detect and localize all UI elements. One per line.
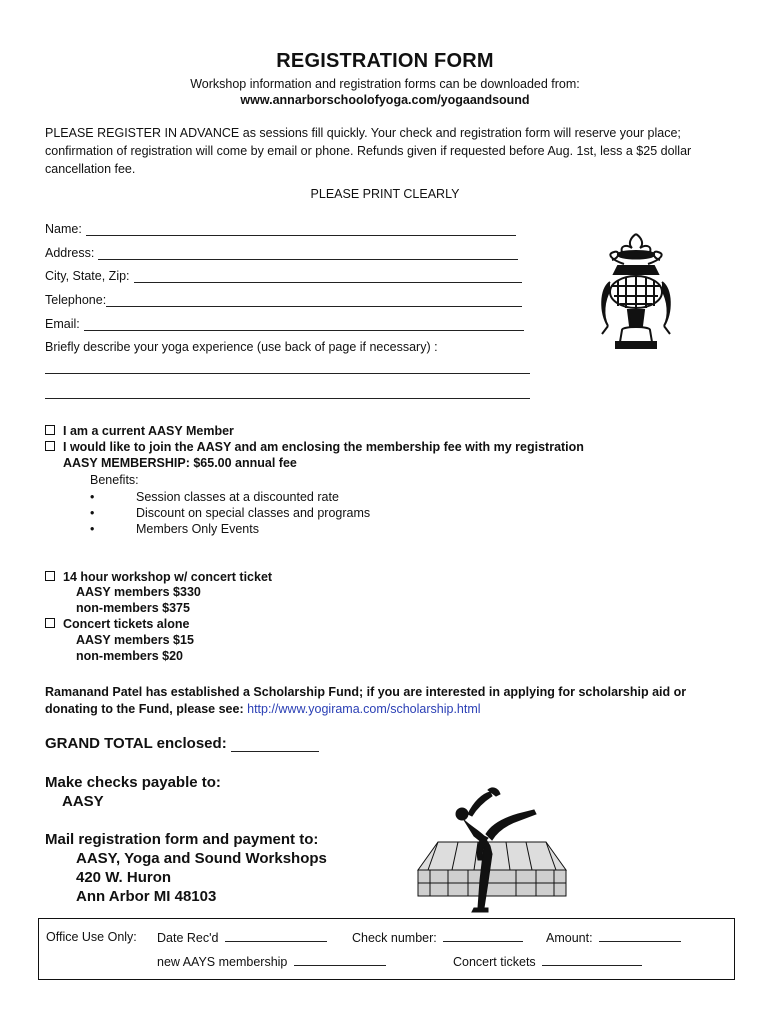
payable-name: AASY	[62, 793, 104, 810]
experience-line-2[interactable]	[45, 398, 530, 399]
experience-line-1[interactable]	[45, 373, 530, 374]
concert-tickets-line[interactable]	[542, 954, 642, 966]
workshop-option[interactable]	[45, 570, 272, 584]
email-label: Email:	[45, 317, 80, 331]
benefit-text: Session classes at a discounted rate	[136, 490, 339, 504]
grand-total-input-line[interactable]	[231, 737, 319, 752]
current-member-label: I am a current AASY Member	[63, 424, 234, 438]
address-input-line[interactable]	[98, 246, 518, 260]
benefit-text: Members Only Events	[136, 522, 259, 536]
scholarship-text: Ramanand Patel has established a Scholarship Fund; if you are interested in applying for scholarship aid or donating to the Fund, please see:	[45, 685, 687, 716]
concert-option[interactable]	[45, 617, 189, 631]
mail-address-line-1: AASY, Yoga and Sound Workshops	[76, 850, 327, 867]
check-number-field[interactable]	[352, 930, 523, 945]
experience-field	[45, 336, 438, 354]
email-field[interactable]	[45, 313, 524, 331]
grand-total-label: GRAND TOTAL enclosed:	[45, 735, 227, 752]
telephone-input-line[interactable]	[106, 293, 522, 307]
name-input-line[interactable]	[86, 222, 516, 236]
current-member-option[interactable]	[45, 424, 234, 438]
workshop-members-price: AASY members $330	[76, 585, 201, 599]
date-received-label: Date Rec'd	[157, 931, 219, 945]
intro-paragraph: PLEASE REGISTER IN ADVANCE as sessions fill quickly. Your check and registration form will reserve your place; confirmation of registration will come by email or phone. Refunds given if requested before Aug. 1st, less a $25 dollar cancellation fee.	[45, 126, 692, 176]
grand-total-field[interactable]	[45, 735, 319, 752]
yoga-pose-illustration	[408, 784, 576, 918]
print-note: PLEASE PRINT CLEARLY	[310, 187, 460, 201]
experience-label: Briefly describe your yoga experience (use back of page if necessary) :	[45, 340, 438, 354]
address-field[interactable]	[45, 242, 518, 260]
office-use-label: Office Use Only:	[46, 930, 137, 944]
office-use-box	[38, 918, 735, 980]
concert-tickets-field[interactable]	[453, 954, 642, 969]
city-input-line[interactable]	[134, 269, 522, 283]
benefits-label: Benefits:	[90, 473, 139, 487]
concert-nonmembers-price: non-members $20	[76, 649, 183, 663]
date-received-line[interactable]	[225, 930, 327, 942]
download-note: Workshop information and registration forms can be downloaded from:	[190, 77, 580, 91]
date-received-field[interactable]	[157, 930, 327, 945]
email-input-line[interactable]	[84, 317, 524, 331]
amount-field[interactable]	[546, 930, 681, 945]
new-membership-label: new AAYS membership	[157, 955, 288, 969]
telephone-field[interactable]	[45, 289, 522, 307]
scholarship-note	[45, 684, 725, 718]
amount-label: Amount:	[546, 931, 593, 945]
address-label: Address:	[45, 246, 95, 260]
telephone-label: Telephone:	[45, 293, 107, 307]
concert-label: Concert tickets alone	[63, 617, 190, 631]
name-label: Name:	[45, 222, 82, 236]
new-membership-line[interactable]	[294, 954, 386, 966]
membership-fee: AASY MEMBERSHIP: $65.00 annual fee	[63, 456, 297, 470]
mail-label: Mail registration form and payment to:	[45, 831, 319, 848]
urn-illustration	[596, 230, 676, 358]
download-url[interactable]: www.annarborschoolofyoga.com/yogaandsound	[240, 93, 530, 107]
name-field[interactable]	[45, 218, 516, 236]
concert-tickets-label: Concert tickets	[453, 955, 536, 969]
mail-address-line-3: Ann Arbor MI 48103	[76, 888, 217, 905]
city-field[interactable]	[45, 265, 522, 283]
workshop-label: 14 hour workshop w/ concert ticket	[63, 570, 273, 584]
page-title: REGISTRATION FORM	[276, 50, 494, 72]
current-member-checkbox[interactable]	[45, 425, 55, 435]
concert-members-price: AASY members $15	[76, 633, 194, 647]
new-membership-field[interactable]	[157, 954, 386, 969]
concert-checkbox[interactable]	[45, 618, 55, 628]
join-member-option[interactable]	[45, 440, 584, 454]
benefit-text: Discount on special classes and programs	[136, 506, 371, 520]
check-number-label: Check number:	[352, 931, 437, 945]
amount-line[interactable]	[599, 930, 681, 942]
payable-label: Make checks payable to:	[45, 774, 221, 791]
join-member-checkbox[interactable]	[45, 441, 55, 451]
city-label: City, State, Zip:	[45, 269, 130, 283]
workshop-nonmembers-price: non-members $375	[76, 601, 190, 615]
check-number-line[interactable]	[443, 930, 523, 942]
join-member-label: I would like to join the AASY and am enclosing the membership fee with my registration	[63, 440, 584, 454]
workshop-checkbox[interactable]	[45, 571, 55, 581]
mail-address-line-2: 420 W. Huron	[76, 869, 172, 886]
scholarship-link[interactable]: http://www.yogirama.com/scholarship.html	[247, 702, 481, 716]
